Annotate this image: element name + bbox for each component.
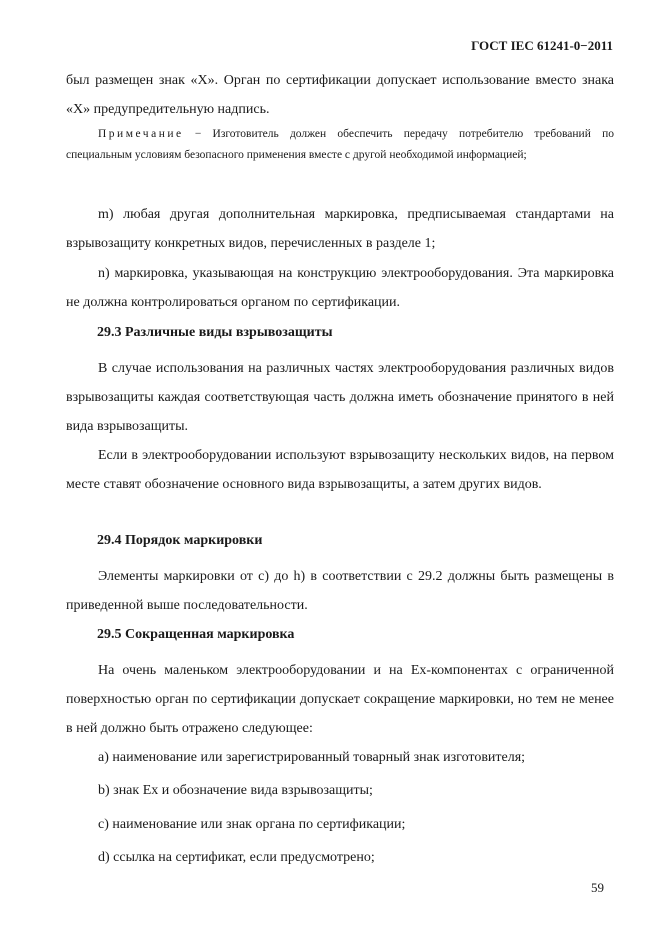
paragraph-29-4-1: Элементы маркировки от c) до h) в соответствии с 29.2 должны быть размещены в приведенной выше последовательности. — [66, 569, 614, 613]
section-heading-29-4: 29.4 Порядок маркировки — [97, 533, 263, 548]
standard-header: ГОСТ IEC 61241-0−2011 — [471, 38, 613, 53]
note-label: Примечание — [98, 128, 184, 140]
note-text: Изготовитель должен обеспечить передачу потребителю требований по специальным условиям безопасного применения вместе с другой необходимой информацией; — [66, 128, 614, 161]
page-number: 59 — [591, 880, 604, 895]
list-item-a: a) наименование или зарегистрированный товарный знак изготовителя; — [98, 750, 526, 765]
list-item-d: d) ссылка на сертификат, если предусмотрено; — [98, 850, 375, 865]
list-item-b: b) знак Ex и обозначение вида взрывозащиты; — [98, 783, 373, 798]
section-heading-29-3: 29.3 Различные виды взрывозащиты — [97, 325, 333, 340]
section-heading-29-5: 29.5 Сокращенная маркировка — [97, 627, 295, 642]
list-item-m: m) любая другая дополнительная маркировка, предписываемая стандартами на взрывозащиту конкретных видов, перечисленных в разделе 1; — [66, 207, 614, 251]
paragraph-29-3-2: Если в электрооборудовании используют взрывозащиту нескольких видов, на первом месте ставят обозначение основного вида взрывозащиты, а затем других видов. — [66, 448, 614, 492]
paragraph-29-5-1: На очень маленьком электрооборудовании и на Ex-компонентах с ограниченной поверхностью орган по сертификации допускает сокращение маркировки, но тем не менее в ней должно быть отражено следующее: — [66, 663, 614, 736]
note-dash: − — [183, 128, 213, 140]
paragraph-29-3-1: В случае использования на различных частях электрооборудования различных видов взрывозащиты каждая соответствующая часть должна иметь обозначение принятого в ней вида взрывозащиты. — [66, 361, 614, 434]
paragraph-continuation: был размещен знак «X». Орган по сертификации допускает использование вместо знака «X» предупредительную надпись. — [66, 73, 614, 117]
note-paragraph — [66, 124, 614, 165]
list-item-n: n) маркировка, указывающая на конструкцию электрооборудования. Эта маркировка не должна контролироваться органом по сертификации. — [66, 266, 614, 310]
list-item-c: c) наименование или знак органа по сертификации; — [98, 817, 406, 832]
